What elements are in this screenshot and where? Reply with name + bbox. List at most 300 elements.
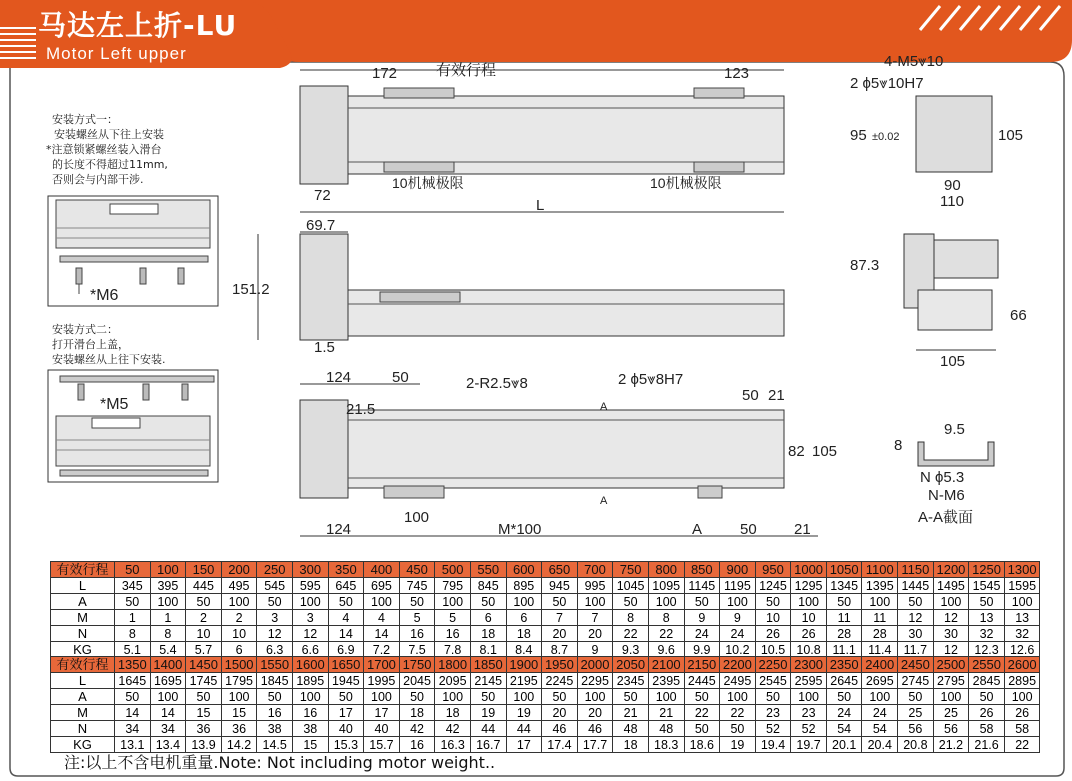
svg-text:21.5: 21.5 (346, 401, 376, 418)
table-cell: 17.4 (542, 737, 578, 753)
table-row (51, 626, 1040, 642)
table-cell: 24 (862, 705, 898, 721)
table-cell: 22 (648, 626, 684, 642)
table-cell: 2145 (470, 673, 506, 689)
svg-text:A: A (600, 495, 608, 507)
table-cell: 1645 (115, 673, 151, 689)
table-cell: 12 (933, 610, 969, 626)
table-cell: 48 (648, 721, 684, 737)
table-cell: 100 (648, 689, 684, 705)
table-cell: 1800 (435, 657, 471, 673)
table-cell: 50 (969, 689, 1005, 705)
table-cell: 13.9 (186, 737, 222, 753)
svg-text:21: 21 (794, 521, 811, 538)
table-cell: 2195 (506, 673, 542, 689)
svg-text:8: 8 (894, 437, 903, 454)
table-cell: 2000 (577, 657, 613, 673)
svg-text:M*100: M*100 (498, 521, 542, 538)
table-cell: 2500 (933, 657, 969, 673)
table-cell: 7.5 (399, 642, 435, 658)
table-cell: 1400 (150, 657, 186, 673)
table-cell: 100 (720, 594, 756, 610)
table-cell: 26 (1004, 705, 1040, 721)
table-cell: 50 (186, 689, 222, 705)
side-view-mid (232, 217, 784, 356)
spec-table-1 (50, 561, 1040, 658)
table-cell: 16 (435, 626, 471, 642)
row-label: N (51, 721, 115, 737)
table-cell: 2645 (826, 673, 862, 689)
table-cell: 2395 (648, 673, 684, 689)
table-cell: 20.4 (862, 737, 898, 753)
svg-text:172: 172 (372, 65, 398, 82)
section-a-a (894, 421, 994, 526)
table-cell: 50 (399, 594, 435, 610)
table-cell: 1995 (364, 673, 400, 689)
table-cell: 23 (755, 705, 791, 721)
row-label: A (51, 689, 115, 705)
table-cell: 44 (470, 721, 506, 737)
table-cell: 445 (186, 578, 222, 594)
table-cell: 3 (257, 610, 293, 626)
table-cell: 795 (435, 578, 471, 594)
svg-text:124: 124 (326, 521, 352, 538)
table-cell: 100 (791, 689, 827, 705)
row-label: M (51, 610, 115, 626)
table-cell: 19.4 (755, 737, 791, 753)
table-cell: 14 (150, 705, 186, 721)
table-cell: 1445 (898, 578, 934, 594)
table-cell: 2595 (791, 673, 827, 689)
table-cell: 44 (506, 721, 542, 737)
svg-text:72: 72 (314, 187, 331, 204)
table-cell: 945 (542, 578, 578, 594)
table-cell: 50 (755, 689, 791, 705)
table-cell: 12.3 (969, 642, 1005, 658)
table-cell: 14.2 (221, 737, 257, 753)
table-cell: 895 (506, 578, 542, 594)
svg-text:123: 123 (724, 65, 750, 82)
table-cell: 1045 (613, 578, 649, 594)
table-cell: 845 (470, 578, 506, 594)
table-cell: 300 (292, 562, 328, 578)
table-cell: 250 (257, 562, 293, 578)
side-view-right (850, 234, 1027, 370)
svg-text:9.5: 9.5 (944, 421, 965, 438)
table-cell: 1845 (257, 673, 293, 689)
table-cell: 1300 (1004, 562, 1040, 578)
table-cell: 10.5 (755, 642, 791, 658)
table-cell: 100 (150, 594, 186, 610)
install-method-2: 安装方式二： 打开滑台上盖， 安装螺丝从上往下安装. (52, 323, 166, 366)
table-cell: 2695 (862, 673, 898, 689)
table-cell: 16 (399, 737, 435, 753)
table-cell: 2600 (1004, 657, 1040, 673)
table-cell: 400 (364, 562, 400, 578)
table-cell: 42 (399, 721, 435, 737)
table-cell: 50 (898, 689, 934, 705)
svg-text:2-R2.5⩔8: 2-R2.5⩔8 (466, 375, 528, 392)
table-row (51, 562, 1040, 578)
bottom-view (300, 369, 837, 538)
table-cell: 50 (542, 594, 578, 610)
table-cell: 100 (364, 594, 400, 610)
screw-label-m6: *M6 (90, 287, 119, 304)
table-cell: 8.1 (470, 642, 506, 658)
table-cell: 9 (684, 610, 720, 626)
table-cell: 695 (364, 578, 400, 594)
table-cell: 450 (399, 562, 435, 578)
table-cell: 2745 (898, 673, 934, 689)
table-cell: 100 (435, 594, 471, 610)
table-cell: 5 (435, 610, 471, 626)
table-cell: 19 (720, 737, 756, 753)
table-cell: 10.8 (791, 642, 827, 658)
table-cell: 1 (150, 610, 186, 626)
table-cell: 13 (969, 610, 1005, 626)
table-cell: 25 (898, 705, 934, 721)
table-cell: 20 (542, 705, 578, 721)
table-cell: 20 (577, 626, 613, 642)
top-view (300, 62, 784, 214)
table-cell: 2245 (542, 673, 578, 689)
table-cell: 2 (221, 610, 257, 626)
table-cell: 24 (720, 626, 756, 642)
table-cell: 6 (506, 610, 542, 626)
table-cell: 2050 (613, 657, 649, 673)
table-cell: 100 (862, 689, 898, 705)
table-cell: 18 (613, 737, 649, 753)
table-cell: 15.7 (364, 737, 400, 753)
svg-text:21: 21 (768, 387, 785, 404)
table-cell: 11.1 (826, 642, 862, 658)
table-cell: 2445 (684, 673, 720, 689)
svg-text:66: 66 (1010, 307, 1027, 324)
table-cell: 2045 (399, 673, 435, 689)
table-cell: 1295 (791, 578, 827, 594)
table-cell: 8 (150, 626, 186, 642)
table-cell: 1650 (328, 657, 364, 673)
table-cell: 10 (791, 610, 827, 626)
table-cell: 1900 (506, 657, 542, 673)
table-cell: 1150 (898, 562, 934, 578)
table-cell: 14 (328, 626, 364, 642)
table-cell: 17 (364, 705, 400, 721)
table-cell: 7.8 (435, 642, 471, 658)
table-cell: 12 (933, 642, 969, 658)
table-cell: 8 (613, 610, 649, 626)
table-cell: 2495 (720, 673, 756, 689)
table-cell: 50 (257, 594, 293, 610)
table-cell: 30 (898, 626, 934, 642)
table-cell: 50 (755, 594, 791, 610)
table-cell: 100 (506, 689, 542, 705)
table-row (51, 594, 1040, 610)
table-cell: 4 (364, 610, 400, 626)
table-cell: 30 (933, 626, 969, 642)
table-cell: 100 (506, 594, 542, 610)
table-row (51, 610, 1040, 626)
table-cell: 15 (186, 705, 222, 721)
table-cell: 550 (470, 562, 506, 578)
table-cell: 1100 (862, 562, 898, 578)
table-cell: 995 (577, 578, 613, 594)
table-cell: 2350 (826, 657, 862, 673)
table-cell: 14 (364, 626, 400, 642)
table-cell: 350 (328, 562, 364, 578)
svg-text:A: A (692, 521, 703, 538)
svg-text:105: 105 (998, 127, 1024, 144)
table-cell: 50 (542, 689, 578, 705)
svg-text:A: A (600, 401, 608, 413)
table-cell: 6.6 (292, 642, 328, 658)
table-cell: 395 (150, 578, 186, 594)
table-cell: 100 (862, 594, 898, 610)
table-cell: 2200 (720, 657, 756, 673)
table-cell: 100 (1004, 689, 1040, 705)
svg-text:124: 124 (326, 369, 352, 386)
table-cell: 12 (257, 626, 293, 642)
row-label: N (51, 626, 115, 642)
table-cell: 18 (435, 705, 471, 721)
table-cell: 100 (577, 594, 613, 610)
table-cell: 21.2 (933, 737, 969, 753)
table-cell: 1345 (826, 578, 862, 594)
table-cell: 26 (791, 626, 827, 642)
table-cell: 13.1 (115, 737, 151, 753)
table-cell: 50 (826, 594, 862, 610)
table-cell: 745 (399, 578, 435, 594)
table-cell: 16.7 (470, 737, 506, 753)
table-cell: 9.9 (684, 642, 720, 658)
table-cell: 10 (755, 610, 791, 626)
table-cell: 100 (933, 594, 969, 610)
table-cell: 18 (399, 705, 435, 721)
svg-text:50: 50 (392, 369, 409, 386)
table-cell: 100 (933, 689, 969, 705)
table-cell: 14.5 (257, 737, 293, 753)
table-cell: 100 (364, 689, 400, 705)
table-cell: 58 (1004, 721, 1040, 737)
table-cell: 1550 (257, 657, 293, 673)
table-cell: 56 (898, 721, 934, 737)
table-cell: 100 (292, 594, 328, 610)
install-diagram-1 (48, 196, 218, 306)
table-cell: 21 (648, 705, 684, 721)
table-cell: 2 (186, 610, 222, 626)
table-cell: 2250 (755, 657, 791, 673)
table-cell: 100 (150, 562, 186, 578)
table-cell: 34 (115, 721, 151, 737)
table-cell: 19.7 (791, 737, 827, 753)
table-cell: 38 (292, 721, 328, 737)
table-cell: 2845 (969, 673, 1005, 689)
svg-text:10机械极限: 10机械极限 (392, 175, 464, 191)
row-label: 有效行程 (51, 562, 115, 578)
table-cell: 100 (791, 594, 827, 610)
table-cell: 2545 (755, 673, 791, 689)
table-cell: 50 (470, 689, 506, 705)
table-cell: 20.1 (826, 737, 862, 753)
table-cell: 50 (969, 594, 1005, 610)
table-cell: 100 (435, 689, 471, 705)
table-cell: 10.2 (720, 642, 756, 658)
table-cell: 12 (292, 626, 328, 642)
table-cell: 1050 (826, 562, 862, 578)
svg-text:95: 95 (850, 127, 867, 144)
table-cell: 100 (292, 689, 328, 705)
table-cell: 9 (577, 642, 613, 658)
table-cell: 2095 (435, 673, 471, 689)
table-cell: 18 (506, 626, 542, 642)
table-cell: 28 (826, 626, 862, 642)
table-cell: 750 (613, 562, 649, 578)
table-cell: 5.4 (150, 642, 186, 658)
table-cell: 200 (221, 562, 257, 578)
table-cell: 1500 (221, 657, 257, 673)
svg-text:有效行程: 有效行程 (436, 62, 497, 79)
row-label: KG (51, 642, 115, 658)
table-cell: 2150 (684, 657, 720, 673)
table-cell: 16 (292, 705, 328, 721)
table-cell: 1950 (542, 657, 578, 673)
table-cell: 50 (898, 594, 934, 610)
svg-text:50: 50 (740, 521, 757, 538)
table-cell: 50 (115, 594, 151, 610)
table-cell: 8.4 (506, 642, 542, 658)
svg-text:N-M6: N-M6 (928, 487, 965, 504)
table-cell: 20 (577, 705, 613, 721)
table-cell: 100 (1004, 594, 1040, 610)
table-cell: 11 (862, 610, 898, 626)
table-cell: 50 (115, 562, 151, 578)
page-subtitle: Motor Left upper (46, 44, 187, 63)
svg-text:100: 100 (404, 509, 430, 526)
table-cell: 700 (577, 562, 613, 578)
svg-text:10机械极限: 10机械极限 (650, 175, 722, 191)
table-cell: 6 (221, 642, 257, 658)
table-cell: 18 (470, 626, 506, 642)
table-cell: 1945 (328, 673, 364, 689)
row-label: L (51, 673, 115, 689)
table-cell: 3 (292, 610, 328, 626)
table-cell: 100 (150, 689, 186, 705)
table-cell: 17 (328, 705, 364, 721)
table-cell: 26 (755, 626, 791, 642)
table-cell: 10 (221, 626, 257, 642)
table-cell: 6.9 (328, 642, 364, 658)
table-cell: 7 (577, 610, 613, 626)
table-cell: 1095 (648, 578, 684, 594)
table-cell: 50 (115, 689, 151, 705)
table-cell: 2400 (862, 657, 898, 673)
table-cell: 50 (328, 689, 364, 705)
table-cell: 50 (826, 689, 862, 705)
footer-note: 注:以上不含电机重量.Note: Not including motor weight.. (64, 753, 496, 772)
table-cell: 12.6 (1004, 642, 1040, 658)
table-cell: 15 (221, 705, 257, 721)
table-cell: 48 (613, 721, 649, 737)
end-view (850, 53, 1023, 210)
table-cell: 26 (969, 705, 1005, 721)
svg-text:110: 110 (940, 193, 964, 210)
row-label: M (51, 705, 115, 721)
table-cell: 1595 (1004, 578, 1040, 594)
table-cell: 36 (221, 721, 257, 737)
table-cell: 650 (542, 562, 578, 578)
table-cell: 100 (720, 689, 756, 705)
table-row (51, 578, 1040, 594)
row-label: L (51, 578, 115, 594)
table-cell: 1000 (791, 562, 827, 578)
svg-text:2 ϕ5⩔8H7: 2 ϕ5⩔8H7 (618, 371, 684, 388)
svg-text:50: 50 (742, 387, 759, 404)
table-cell: 24 (684, 626, 720, 642)
table-cell: 1195 (720, 578, 756, 594)
svg-text:±0.02: ±0.02 (872, 131, 900, 143)
table-cell: 32 (1004, 626, 1040, 642)
svg-text:105: 105 (940, 353, 966, 370)
table-cell: 17.7 (577, 737, 613, 753)
table-row (51, 673, 1040, 689)
table-cell: 20 (542, 626, 578, 642)
table-cell: 18.6 (684, 737, 720, 753)
table-cell: 50 (328, 594, 364, 610)
table-cell: 100 (221, 594, 257, 610)
table-cell: 50 (613, 689, 649, 705)
table-cell: 2895 (1004, 673, 1040, 689)
table-cell: 10 (186, 626, 222, 642)
table-cell: 1795 (221, 673, 257, 689)
table-cell: 13 (1004, 610, 1040, 626)
table-cell: 40 (364, 721, 400, 737)
table-cell: 1245 (755, 578, 791, 594)
table-cell: 1850 (470, 657, 506, 673)
table-cell: 50 (720, 721, 756, 737)
table-cell: 52 (791, 721, 827, 737)
svg-text:A-A截面: A-A截面 (918, 509, 974, 526)
table-cell: 4 (328, 610, 364, 626)
table-cell: 16 (257, 705, 293, 721)
table-cell: 50 (684, 594, 720, 610)
table-cell: 24 (826, 705, 862, 721)
svg-text:90: 90 (944, 177, 961, 194)
table-cell: 54 (826, 721, 862, 737)
table-cell: 36 (186, 721, 222, 737)
table-cell: 2345 (613, 673, 649, 689)
table-cell: 25 (933, 705, 969, 721)
table-cell: 9.3 (613, 642, 649, 658)
table-cell: 20.8 (898, 737, 934, 753)
table-cell: 14 (115, 705, 151, 721)
table-cell: 1145 (684, 578, 720, 594)
table-cell: 545 (257, 578, 293, 594)
table-cell: 40 (328, 721, 364, 737)
install-diagram-2 (48, 370, 218, 482)
svg-text:82: 82 (788, 443, 805, 460)
table-cell: 1750 (399, 657, 435, 673)
table-cell: 5.7 (186, 642, 222, 658)
table-cell: 900 (720, 562, 756, 578)
table-cell: 7.2 (364, 642, 400, 658)
table-cell: 12 (898, 610, 934, 626)
table-cell: 28 (862, 626, 898, 642)
table-cell: 495 (221, 578, 257, 594)
screw-label-m5: *M5 (100, 396, 129, 413)
table-cell: 6.3 (257, 642, 293, 658)
table-cell: 11 (826, 610, 862, 626)
table-cell: 21.6 (969, 737, 1005, 753)
